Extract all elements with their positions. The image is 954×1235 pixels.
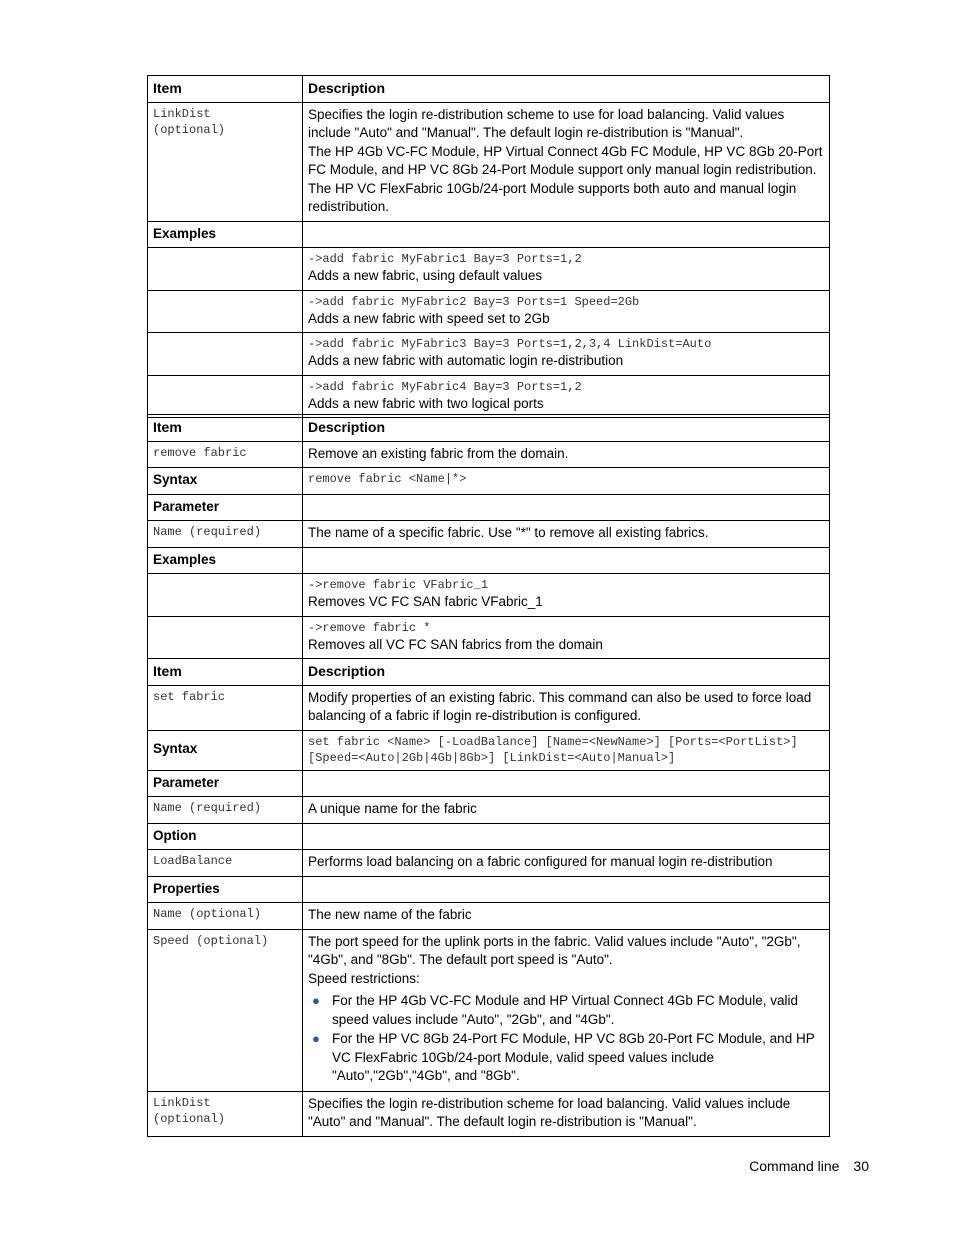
page-footer xyxy=(735,1158,869,1174)
set-fabric-description: Modify properties of an existing fabric. This command can also be used to force load balancing of a fabric if login re-distribution is configured. xyxy=(303,685,830,730)
header-item: Item xyxy=(148,415,303,442)
set-fabric-command: set fabric xyxy=(153,689,226,704)
name-param-item: Name (required) xyxy=(153,801,262,815)
page-number: 30 xyxy=(853,1158,869,1174)
remove-fabric-command: remove fabric xyxy=(153,445,247,460)
example-3: ->add fabric MyFabric3 Bay=3 Ports=1,2,3,4 LinkDist=Auto Adds a new fabric with automatic login re-distribution xyxy=(303,333,830,376)
option-label: Option xyxy=(148,823,303,850)
header-description: Description xyxy=(303,659,830,686)
syntax-label: Syntax xyxy=(148,468,303,495)
example-2: ->add fabric MyFabric2 Bay=3 Ports=1 Speed=2Gb Adds a new fabric with speed set to 2Gb xyxy=(303,290,830,333)
list-item: ● For the HP VC 8Gb 24-Port FC Module, HP VC 8Gb 20-Port FC Module, and HP VC FlexFabric 10Gb/24-port Module, valid speed values include "Auto","2Gb","4Gb", and "8Gb". xyxy=(312,1031,815,1083)
remove-fabric-description: Remove an existing fabric from the domain. xyxy=(303,441,830,468)
examples-label: Examples xyxy=(148,221,303,248)
set-fabric-table xyxy=(147,658,830,1137)
speed-property-item: Speed (optional) xyxy=(153,933,269,948)
examples-label: Examples xyxy=(148,547,303,574)
remove-example-2: ->remove fabric * Removes all VC FC SAN fabrics from the domain xyxy=(303,616,830,659)
parameter-label: Parameter xyxy=(148,770,303,797)
header-description: Description xyxy=(303,76,830,103)
name-property-item: Name (optional) xyxy=(153,907,262,921)
header-item: Item xyxy=(148,76,303,103)
syntax-label: Syntax xyxy=(148,730,303,770)
loadbalance-option-item: LoadBalance xyxy=(153,854,233,868)
example-1: ->add fabric MyFabric1 Bay=3 Ports=1,2 Adds a new fabric, using default values xyxy=(303,248,830,291)
linkdist-property-item: LinkDist (optional) xyxy=(153,1095,226,1126)
remove-example-1: ->remove fabric VFabric_1 Removes VC FC SAN fabric VFabric_1 xyxy=(303,574,830,617)
header-item: Item xyxy=(148,659,303,686)
linkdist-item: LinkDist (optional) xyxy=(153,106,226,137)
linkdist-property-description: Specifies the login re-distribution scheme for load balancing. Valid values include "Auto" and "Manual". The default login re-distribution is "Manual". xyxy=(303,1091,830,1136)
linkdist-description: Specifies the login re-distribution scheme to use for load balancing. Valid values include "Auto" and "Manual". The default login re-distribution is "Manual". The HP 4Gb VC-FC Module, HP Virtual Connect 4Gb FC Module, HP VC 8Gb 20-Port FC Module, and HP VC 8Gb 24-Port Module support only manual login redistribution. The HP VC FlexFabric 10Gb/24-port Module supports both auto and manual login redistribution. xyxy=(303,102,830,221)
speed-property-description: The port speed for the uplink ports in the fabric. Valid values include "Auto", "2Gb", "4Gb", and "8Gb". The default port speed is "Auto". Speed restrictions: ● For the HP 4Gb VC-FC Module and HP Virtual Connect 4Gb FC Module, valid speed values include "Auto", "2Gb", and "4Gb". ● For the HP VC 8Gb 24-Port FC Module, HP VC 8Gb 20-Port FC Module, and HP VC FlexFabric 10Gb/24-port Module, valid speed values include "Auto","2Gb","4Gb", and "8Gb". xyxy=(303,929,830,1091)
loadbalance-option-description: Performs load balancing on a fabric configured for manual login re-distribution xyxy=(303,850,830,877)
parameter-label: Parameter xyxy=(148,494,303,521)
add-fabric-table xyxy=(147,75,830,418)
header-description: Description xyxy=(303,415,830,442)
set-fabric-syntax: set fabric <Name> [-LoadBalance] [Name=<NewName>] [Ports=<PortList>] [Speed=<Auto|2Gb|4Gb|8Gb>] [LinkDist=<Auto|Manual>] xyxy=(308,734,798,765)
name-param-description: A unique name for the fabric xyxy=(303,797,830,824)
bullet-icon: ● xyxy=(312,993,320,1008)
speed-restrictions-list xyxy=(308,992,824,1086)
name-param-description: The name of a specific fabric. Use "*" to remove all existing fabrics. xyxy=(303,521,830,548)
name-property-description: The new name of the fabric xyxy=(303,903,830,930)
list-item: ● For the HP 4Gb VC-FC Module and HP Virtual Connect 4Gb FC Module, valid speed values include "Auto", "2Gb", and "4Gb". xyxy=(312,993,798,1027)
name-param-item: Name (required) xyxy=(153,525,262,539)
remove-fabric-syntax: remove fabric <Name|*> xyxy=(308,472,467,486)
remove-fabric-table xyxy=(147,414,830,659)
example-4: ->add fabric MyFabric4 Bay=3 Ports=1,2 Adds a new fabric with two logical ports xyxy=(303,375,830,418)
properties-label: Properties xyxy=(148,876,303,903)
footer-section: Command line xyxy=(749,1158,840,1174)
bullet-icon: ● xyxy=(312,1031,320,1046)
